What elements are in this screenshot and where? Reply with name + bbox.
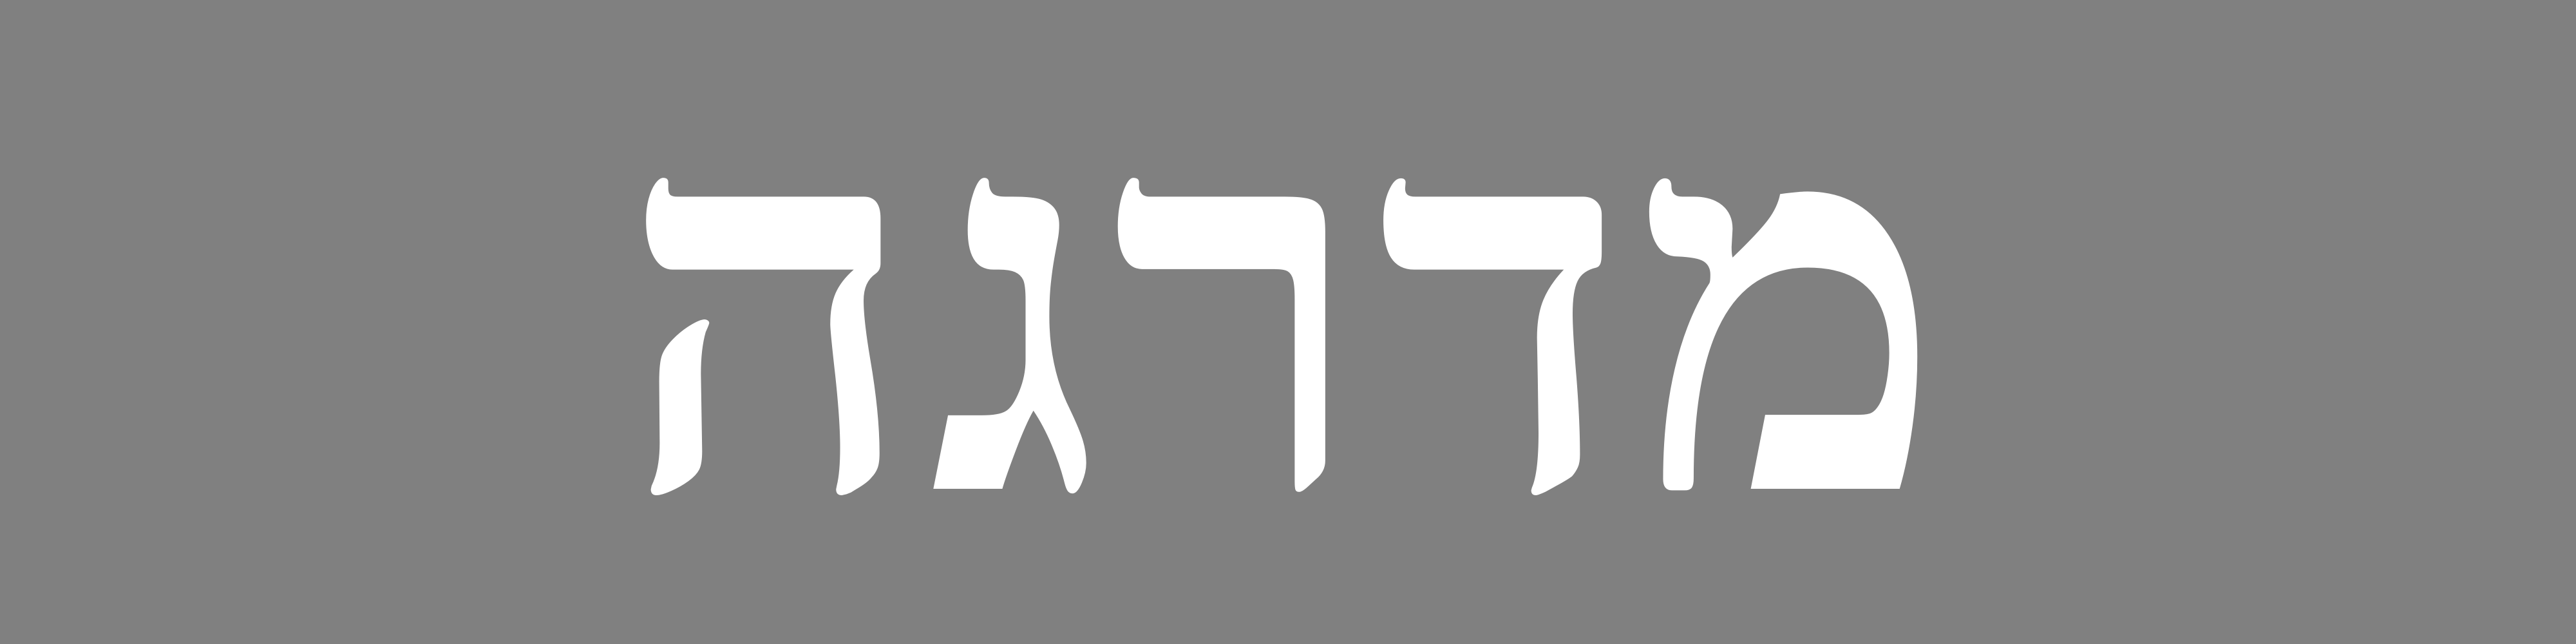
hebrew-word: מדרגה — [620, 0, 1956, 614]
